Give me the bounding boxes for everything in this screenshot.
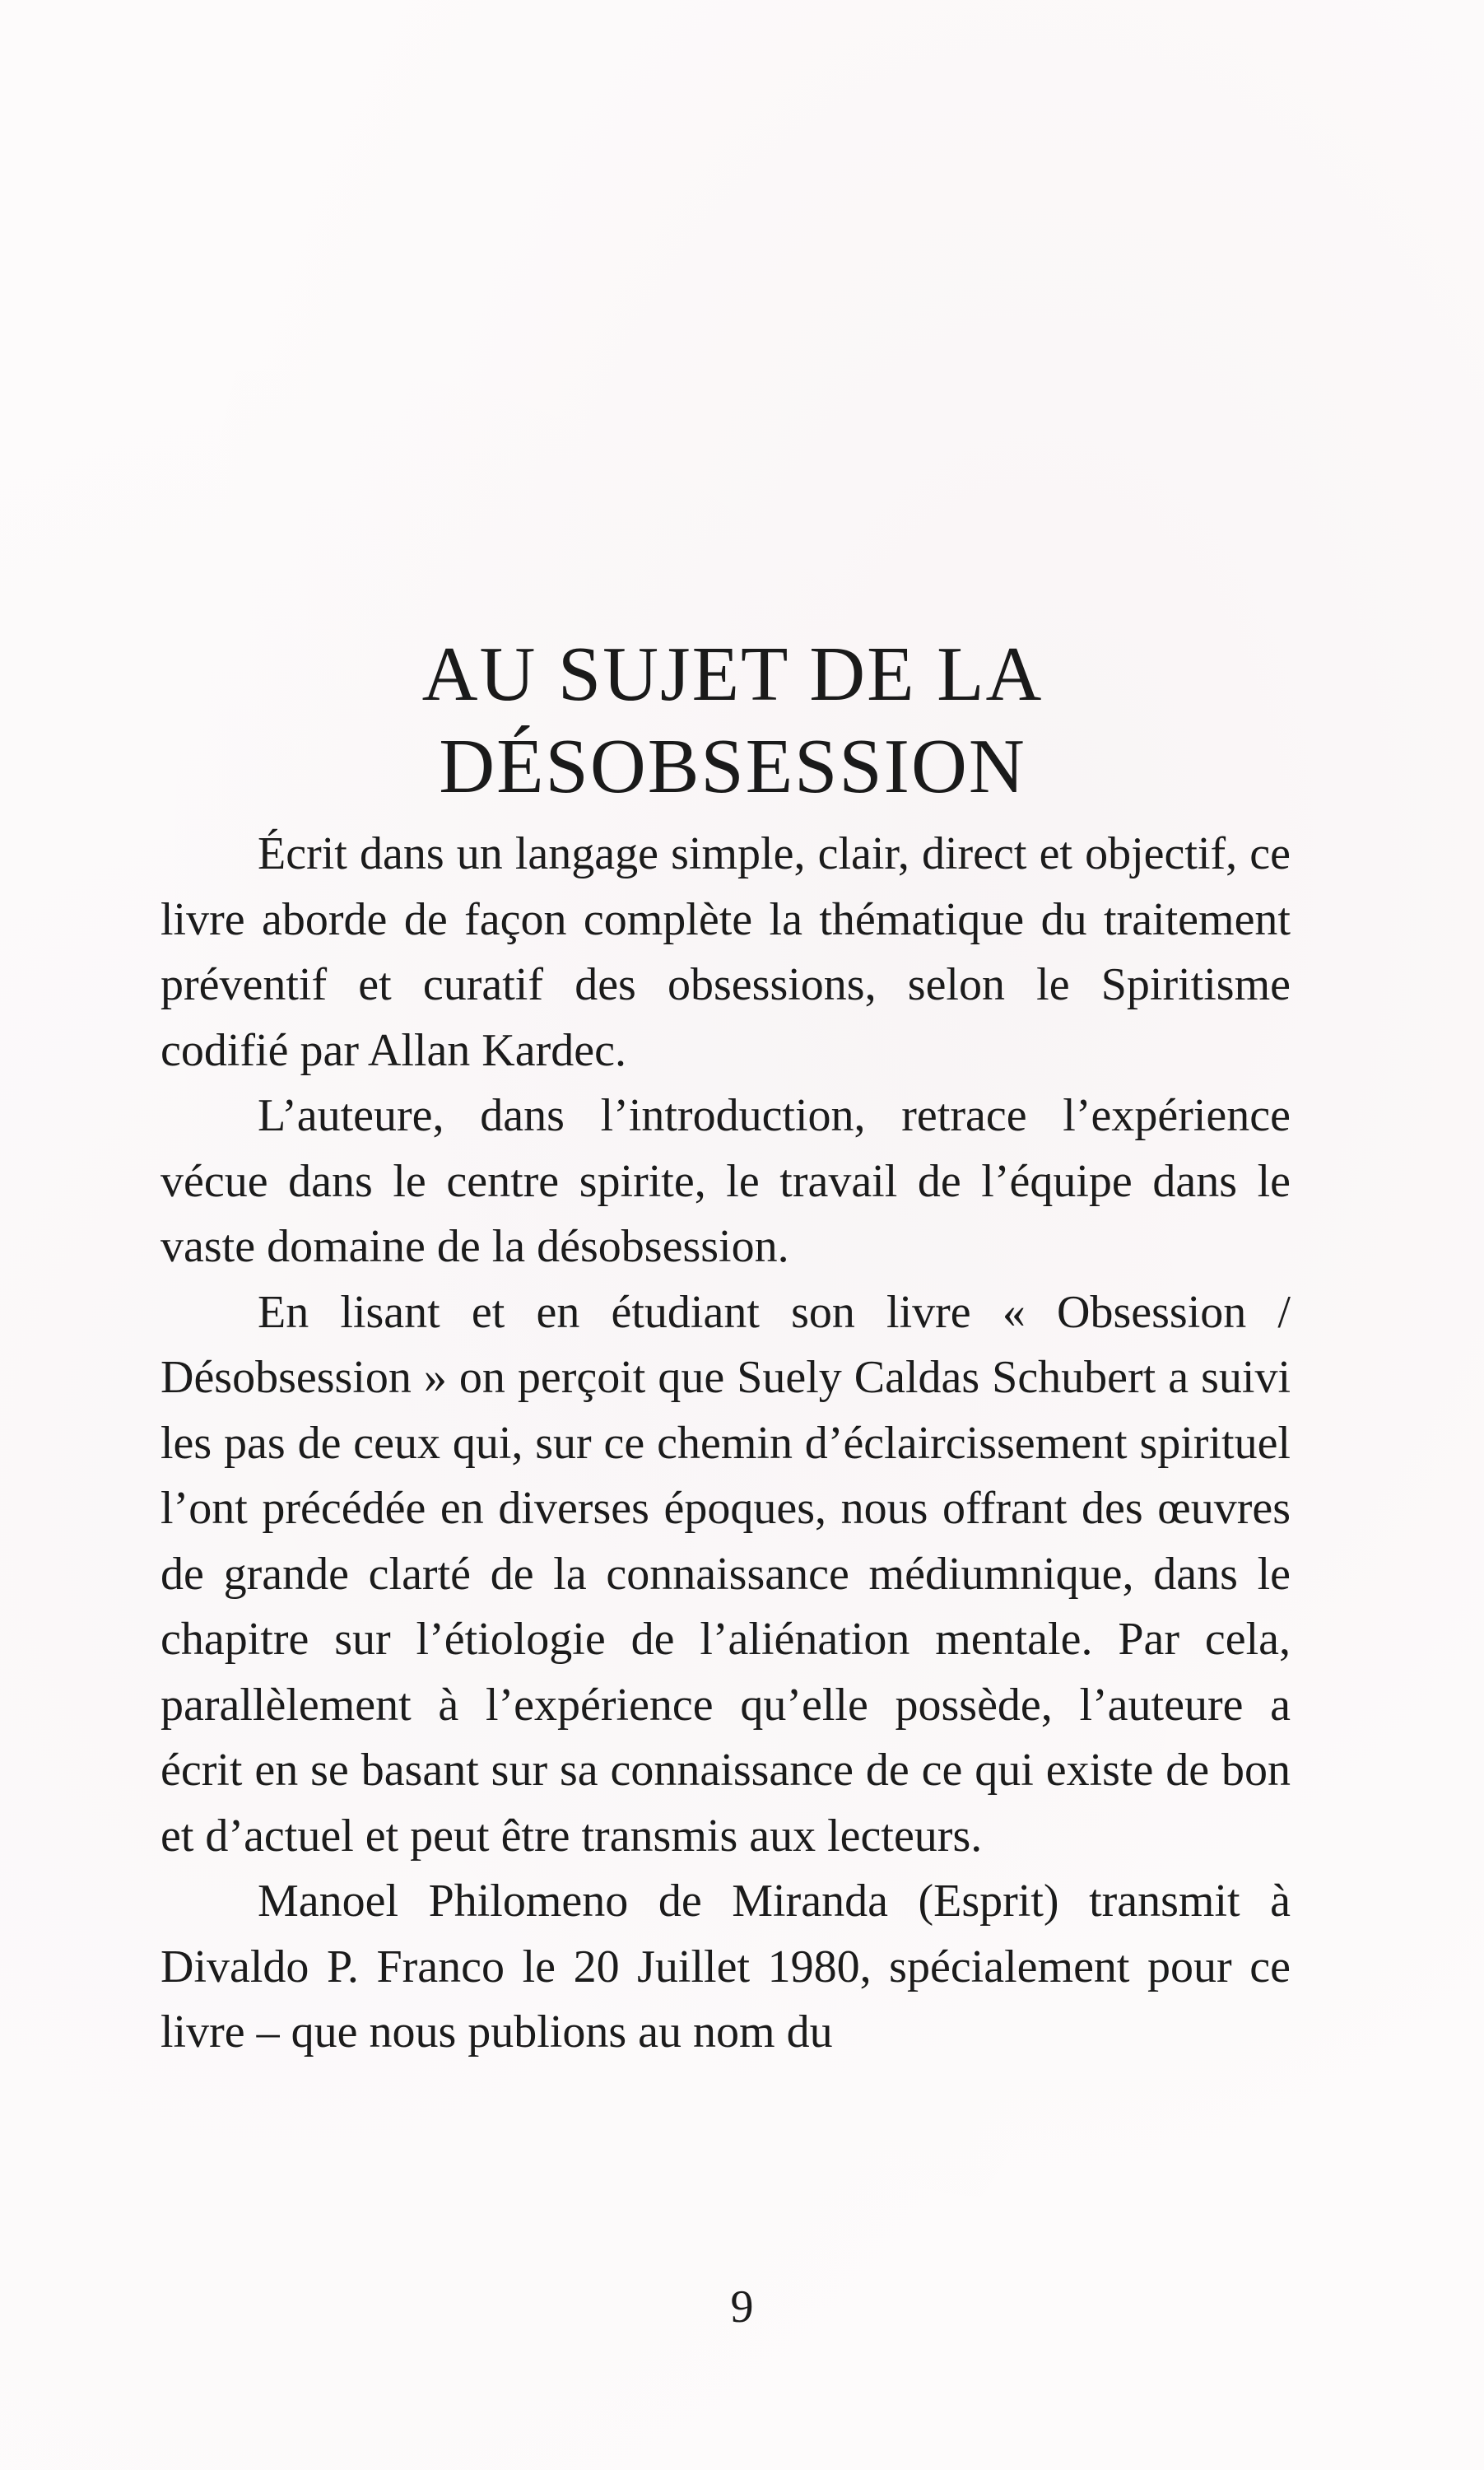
paragraph-3: En lisant et en étudiant son livre « Obsession / Désobsession » on perçoit que Suely Caldas Schubert a suivi les pas de ceux qui, sur ce chemin d’éclaircissement spirituel l’ont précédée en diverses époques, nous offrant des œuvres de grande clarté de la connaissance médiumnique, dans le chapitre sur l’étiologie de l’aliénation mentale. Par cela, parallèlement à l’expérience qu’elle possède, l’auteure a écrit en se basant sur sa connaissance de ce qui existe de bon et d’actuel et peut être transmis aux lecteurs.	[160, 1286, 1291, 1862]
chapter-title-line-2: DÉSOBSESSION	[439, 723, 1026, 809]
paragraph-2: L’auteure, dans l’introduction, retrace l’expérience vécue dans le centre spirite, le travail de l’équipe dans le vaste domaine de la désobsession.	[160, 1090, 1291, 1272]
page-number: 9	[730, 2281, 754, 2333]
paragraph-4: Manoel Philomeno de Miranda (Esprit) transmit à Divaldo P. Franco le 20 Juillet 1980, spécialement pour ce livre – que nous publions au nom du	[160, 1876, 1291, 2058]
body-text	[160, 822, 1291, 2066]
chapter-title-line-1: AU SUJET DE LA	[421, 631, 1044, 717]
chapter-title	[280, 628, 1185, 813]
paragraph-1: Écrit dans un langage simple, clair, direct et objectif, ce livre aborde de façon complète la thématique du traitement préventif et curatif des obsessions, selon le Spiritisme codifié par Allan Kardec.	[160, 828, 1291, 1076]
